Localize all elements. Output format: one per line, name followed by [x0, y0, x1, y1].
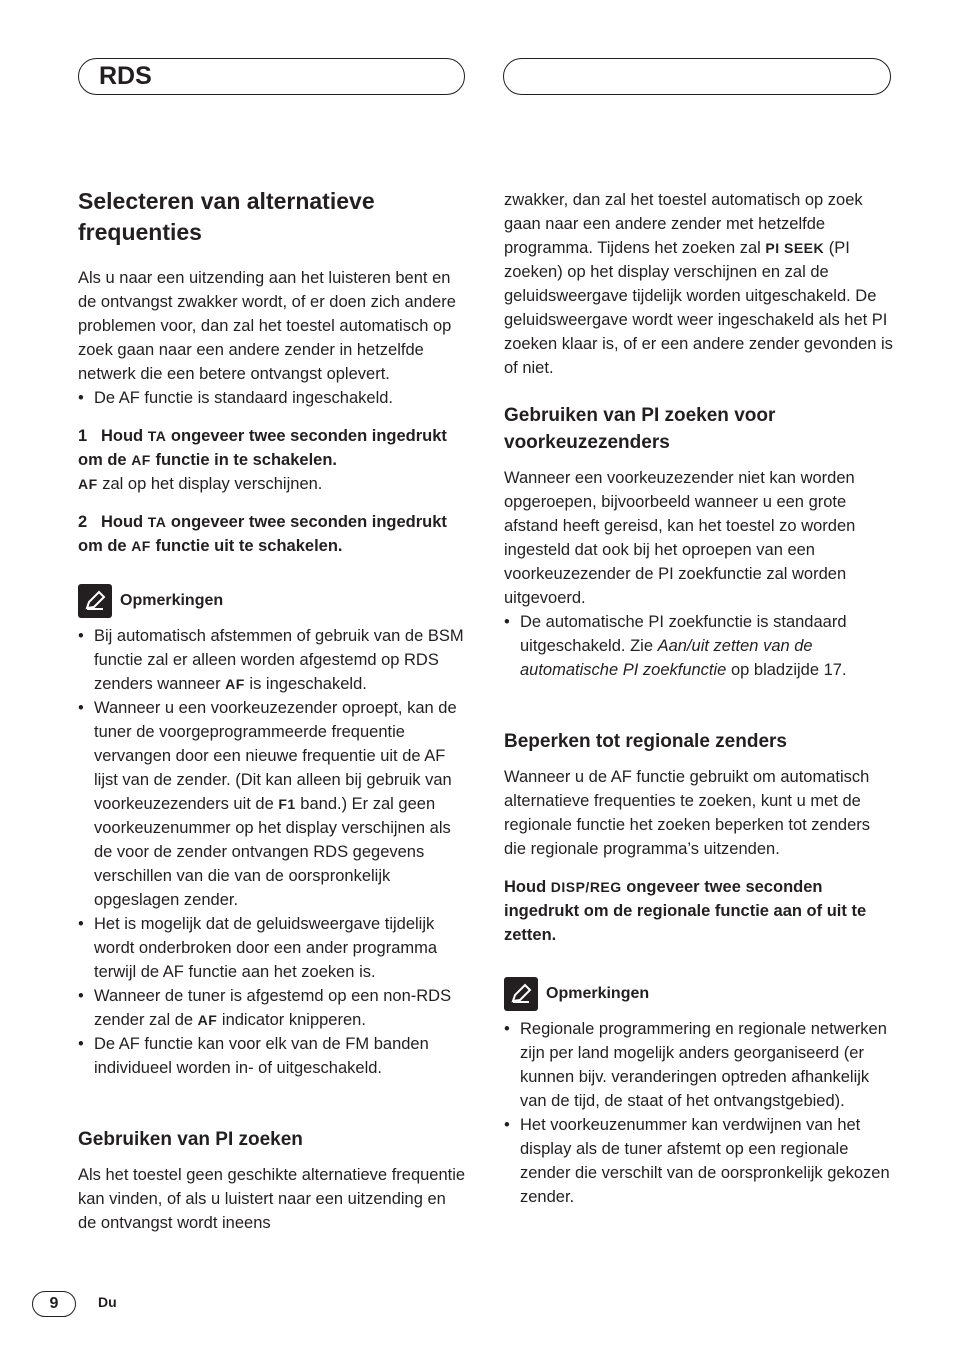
preset-pi-text: Wanneer een voorkeuzezender niet kan worden opgeroepen, bijvoorbeeld wanneer u een grote afstand heeft gereisd, kan het toestel zo worden ingesteld dat ook bij het oproepen van een voorkeuzezender de PI zoekfunctie zal worden uitgevoerd. — [504, 469, 856, 607]
note-item: • De AF functie kan voor elk van de FM banden individueel worden in- of uitgeschakeld. — [78, 1032, 468, 1080]
af-intro-bullet: • De AF functie is standaard ingeschakeld. — [78, 386, 468, 410]
pencil-icon — [78, 584, 112, 618]
pencil-icon — [504, 977, 538, 1011]
step-1: 1 Houd TA ongeveer twee seconden ingedrukt om de AF functie in te schakelen. — [78, 427, 447, 469]
notes-header — [504, 977, 894, 1011]
right-column — [504, 188, 894, 1209]
note-item: • Het is mogelijk dat de geluidsweergave tijdelijk wordt onderbroken door een ander programma terwijl de AF functie aan het zoeken is. — [78, 912, 468, 984]
note-item: • Regionale programmering en regionale netwerken zijn per land mogelijk anders georganiseerd (er kunnen bijv. veranderingen optreden afhankelijk van de tijd, de staat of het ontvangstgebied). — [504, 1017, 894, 1113]
notes-label: Opmerkingen — [546, 985, 650, 1002]
page-number: 9 — [32, 1291, 76, 1317]
note-item: • Wanneer u een voorkeuzezender oproept, kan de tuner de voorgeprogrammeerde frequentie vervangen door een nieuwe frequentie uit de AF lijst van de zender. (Dit kan alleen bij gebruik van voorkeuzezenders uit de F1 band.) Er zal geen voorkeuzenummer op het display verschijnen als de voor de zender ontvangen RDS gegevens verschillen van die van de oorspronkelijk opgeslagen zender. — [78, 696, 468, 912]
note-item: • Wanneer de tuner is afgestemd op een non-RDS zender zal de AF indicator knipperen. — [78, 984, 468, 1032]
note-item: • Bij automatisch afstemmen of gebruik van de BSM functie zal er alleen worden afgestemd op RDS zenders wanneer AF is ingeschakeld. — [78, 624, 468, 696]
note-item: • Het voorkeuzenummer kan verdwijnen van het display als de tuner afstemt op een regionale zender die verschilt van de oorspronkelijk gekozen zender. — [504, 1113, 894, 1209]
step-2: 2 Houd TA ongeveer twee seconden ingedrukt om de AF functie uit te schakelen. — [78, 513, 447, 555]
preset-pi-heading: Gebruiken van PI zoeken voor voorkeuzezenders — [504, 405, 776, 453]
af-heading: Selecteren van alternatieve frequenties — [78, 188, 375, 245]
header-right-box — [503, 58, 891, 95]
section-title: RDS — [99, 62, 152, 90]
language-label: Du — [98, 1294, 117, 1310]
notes-label: Opmerkingen — [120, 592, 224, 609]
header-left-box — [78, 58, 465, 95]
step-1-result: AF zal op het display verschijnen. — [78, 475, 323, 493]
pi-text-continued: zwakker, dan zal het toestel automatisch op zoek gaan naar een andere zender met hetzelfde programma. Tijdens het zoeken zal PI SEEK (PI zoeken) op het display verschijnen en zal de geluidsweergave tijdelijk worden uitgeschakeld. De geluidsweergave wordt weer ingeschakeld als het PI zoeken klaar is, of er een andere zender gevonden is of niet. — [504, 191, 893, 377]
pi-text: Als het toestel geen geschikte alternatieve frequentie kan vinden, of als u luistert naar een uitzending en de ontvangst wordt ineens — [78, 1166, 466, 1232]
regional-step: Houd DISP/REG ongeveer twee seconden ingedrukt om de regionale functie aan of uit te zetten. — [504, 878, 867, 944]
notes-header — [78, 584, 468, 618]
left-column — [78, 186, 468, 1235]
af-intro: Als u naar een uitzending aan het luisteren bent en de ontvangst zwakker wordt, of er doen zich andere problemen voor, dan zal het toestel automatisch op zoek gaan naar een andere zender in hetzelfde netwerk die een betere ontvangst oplevert. — [78, 269, 456, 383]
regional-text: Wanneer u de AF functie gebruikt om automatisch alternatieve frequenties te zoeken, kunt u met de regionale functie het zoeken beperken tot zenders die regionale programma’s uitzenden. — [504, 768, 870, 858]
regional-heading: Beperken tot regionale zenders — [504, 731, 787, 752]
pi-heading: Gebruiken van PI zoeken — [78, 1129, 303, 1150]
preset-pi-bullet: • De automatische PI zoekfunctie is standaard uitgeschakeld. Zie Aan/uit zetten van de automatische PI zoekfunctie op bladzijde 17. — [504, 610, 894, 682]
